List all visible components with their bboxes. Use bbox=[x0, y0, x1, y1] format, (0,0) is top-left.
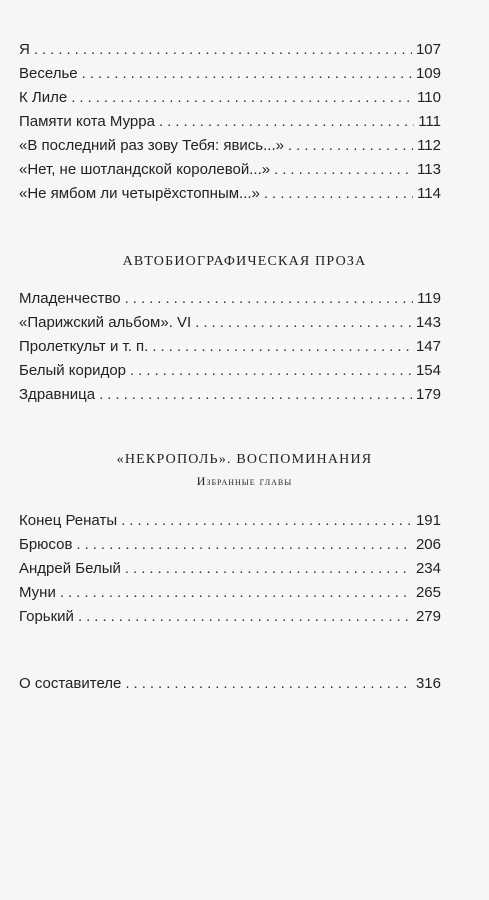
toc-entry-title: Брюсов bbox=[19, 536, 73, 553]
toc-leader-dots bbox=[288, 134, 413, 158]
toc-leader-dots bbox=[125, 287, 413, 311]
toc-leader-dots bbox=[274, 158, 413, 182]
toc-entry bbox=[19, 134, 441, 158]
toc-leader-dots bbox=[195, 311, 412, 335]
toc-entry-page: 114 bbox=[417, 185, 441, 202]
toc-leader-dots bbox=[82, 62, 412, 86]
toc-leader-dots bbox=[60, 581, 412, 605]
toc-entry bbox=[19, 581, 441, 605]
toc-entry-page: 234 bbox=[415, 560, 441, 577]
toc-entry bbox=[19, 359, 441, 383]
toc-entry-page: 109 bbox=[415, 65, 441, 82]
toc-leader-dots bbox=[125, 672, 412, 696]
toc-entry-title: Здравница bbox=[19, 386, 96, 403]
toc-leader-dots bbox=[125, 557, 412, 581]
toc-entry-title: О составителе bbox=[19, 675, 122, 692]
toc-entry bbox=[19, 38, 441, 62]
toc-entry bbox=[19, 533, 441, 557]
section-heading: «НЕКРОПОЛЬ». ВОСПОМИНАНИЯ bbox=[116, 452, 373, 467]
toc-entry-page: 112 bbox=[417, 137, 441, 154]
toc-entry-page: 154 bbox=[415, 362, 441, 379]
toc-leader-dots bbox=[152, 335, 412, 359]
toc-entry bbox=[19, 86, 441, 110]
toc-entry-page: 113 bbox=[417, 161, 441, 178]
toc-entry-title: Конец Ренаты bbox=[19, 512, 118, 529]
toc-entry bbox=[19, 62, 441, 86]
toc-entry-title: Белый коридор bbox=[19, 362, 126, 379]
toc-entry-title: Веселье bbox=[19, 65, 78, 82]
toc-entry bbox=[19, 158, 441, 182]
toc-entry-page: 279 bbox=[415, 608, 441, 625]
toc-entry-title: К Лиле bbox=[19, 89, 68, 106]
toc-entry-title: «Не ямбом ли четырёхстопным...» bbox=[19, 185, 260, 202]
toc-entry bbox=[19, 182, 441, 206]
toc-entry bbox=[19, 311, 441, 335]
toc-entry-page: 111 bbox=[418, 113, 441, 130]
toc-entry-title: Горький bbox=[19, 608, 74, 625]
section-heading: АВТОБИОГРАФИЧЕСКАЯ ПРОЗА bbox=[122, 254, 367, 269]
toc-leader-dots bbox=[99, 383, 412, 407]
toc-leader-dots bbox=[78, 605, 412, 629]
toc-entry-page: 107 bbox=[415, 41, 441, 58]
toc-entry-title: Памяти кота Мурра bbox=[19, 113, 155, 130]
toc-section-prose bbox=[19, 287, 441, 407]
toc-entry bbox=[19, 383, 441, 407]
toc-leader-dots bbox=[264, 182, 413, 206]
toc-entry-page: 206 bbox=[415, 536, 441, 553]
toc-section-poems bbox=[19, 38, 441, 206]
toc-entry bbox=[19, 287, 441, 311]
toc-entry-page: 191 bbox=[415, 512, 441, 529]
toc-entry-page: 265 bbox=[415, 584, 441, 601]
toc-entry-page: 143 bbox=[415, 314, 441, 331]
toc-entry-page: 147 bbox=[415, 338, 441, 355]
toc-entry bbox=[19, 110, 441, 134]
toc-entry-title: Пролеткульт и т. п. bbox=[19, 338, 149, 355]
toc-entry bbox=[19, 672, 441, 696]
toc-leader-dots bbox=[34, 38, 412, 62]
toc-entry-title: Я bbox=[19, 41, 30, 58]
toc-leader-dots bbox=[71, 86, 413, 110]
toc-entry-title: «Парижский альбом». VI bbox=[19, 314, 192, 331]
toc-entry-title: Младенчество bbox=[19, 290, 121, 307]
toc-entry-title: «В последний раз зову Тебя: явись...» bbox=[19, 137, 284, 154]
toc-entry-page: 316 bbox=[415, 675, 441, 692]
toc-entry bbox=[19, 605, 441, 629]
toc-section-necropolis bbox=[19, 509, 441, 629]
toc-entry bbox=[19, 335, 441, 359]
toc-leader-dots bbox=[121, 509, 412, 533]
toc-leader-dots bbox=[130, 359, 412, 383]
toc-entry-page: 179 bbox=[415, 386, 441, 403]
toc-section-about bbox=[19, 672, 441, 696]
toc-entry-title: Андрей Белый bbox=[19, 560, 121, 577]
toc-entry-title: «Нет, не шотландской королевой...» bbox=[19, 161, 271, 178]
toc-leader-dots bbox=[76, 533, 412, 557]
toc-entry bbox=[19, 557, 441, 581]
toc-entry bbox=[19, 509, 441, 533]
section-subheading: Избранные главы bbox=[196, 474, 293, 488]
toc-entry-title: Муни bbox=[19, 584, 56, 601]
toc-entry-page: 110 bbox=[417, 89, 441, 106]
toc-entry-page: 119 bbox=[417, 290, 441, 307]
toc-leader-dots bbox=[159, 110, 414, 134]
